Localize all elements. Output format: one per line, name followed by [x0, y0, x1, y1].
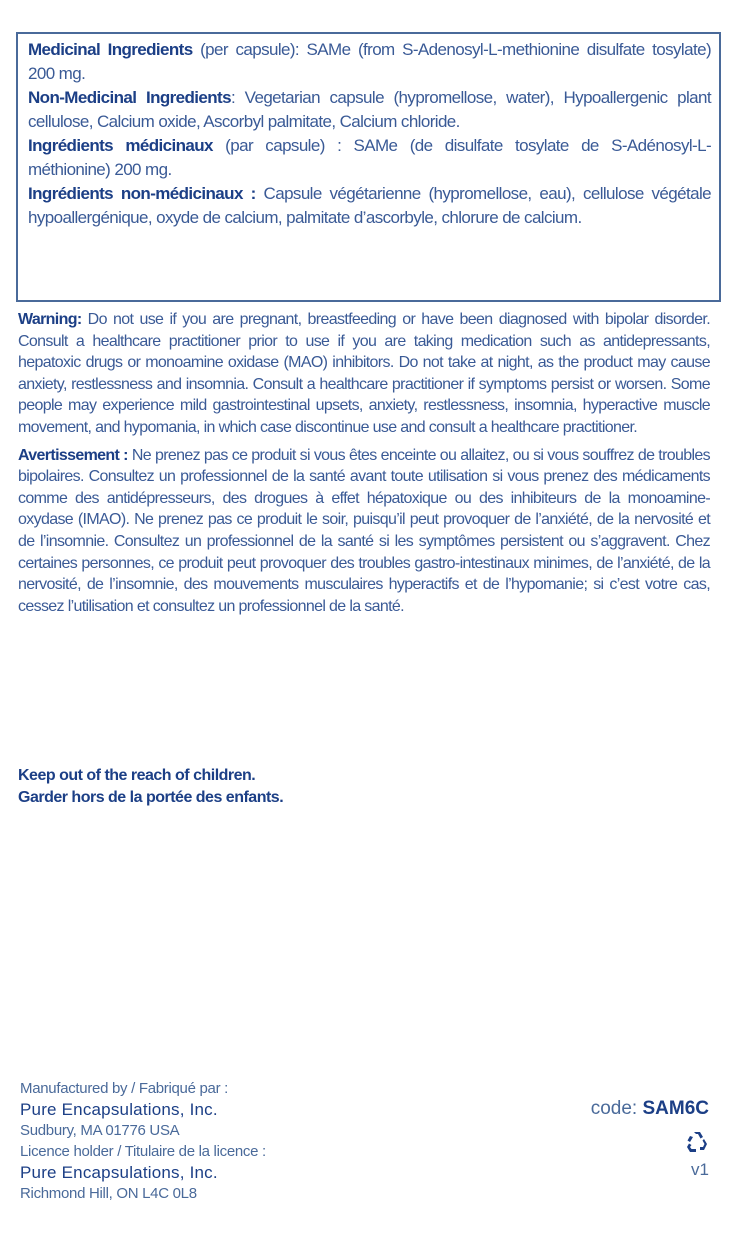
manufacturer-info	[20, 1078, 266, 1204]
non-medicinal-ingredients	[28, 86, 711, 134]
warnings-section	[18, 309, 710, 623]
recycle-icon	[685, 1130, 709, 1154]
product-code-block	[591, 1098, 709, 1180]
manufactured-label: Manufactured by / Fabriqué par :	[20, 1080, 229, 1097]
keep-out-notice	[18, 765, 283, 809]
licence-address: Richmond Hill, ON L4C 0L8	[20, 1185, 197, 1202]
manufacturer-address: Sudbury, MA 01776 USA	[20, 1122, 180, 1139]
warning-english	[18, 309, 710, 439]
text: (per capsule): SAMe (from S-Adenosyl-L-methionine disulfate tosylate) 200 mg.	[28, 40, 712, 83]
text: Ne prenez pas ce produit si vous êtes enceinte ou allaitez, ou si vous souffrez de troubles bipolaires. Consultez un professionnel de la santé avant toute utilisation si vous prenez des médicaments comme des antidépresseurs, des drogues à effet hépatoxique ou des inhibiteurs de la monoamine-oxydase (IMAO). Ne prenez pas ce produit le soir, puisqu’il peut provoquer de l’anxiété, de la nervosité et de l’insomnie. Consultez un professionnel de la santé si les symptômes persistent ou s’aggravent. Chez certaines personnes, ce produit peut provoquer des troubles gastro-intestinaux minimes, de l’anxiété, de la nervosité, de l’insomnie, des mouvements musculaires hyperactifs et de l’hypomanie; si c’est votre cas, cessez l’utilisation et consultez un professionnel de la santé.	[18, 446, 710, 615]
label: Ingrédients non-médicinaux :	[28, 184, 256, 203]
text: Capsule végétarienne (hypromellose, eau), cellulose végétale hypoallergénique, oxyde de calcium, palmitate d’ascorbyle, chlorure de calcium.	[28, 184, 712, 227]
licence-label: Licence holder / Titulaire de la licence :	[20, 1143, 266, 1160]
text: (par capsule) : SAMe (de disulfate tosylate de S-Adénosyl-L-méthionine) 200 mg.	[28, 136, 712, 179]
text: Do not use if you are pregnant, breastfeeding or have been diagnosed with bipolar disorder. Consult a healthcare practitioner prior to use if you are taking medication such as antidepressants, hepatoxic drugs or monoamine oxidase (MAO) inhibitors. Do not take at night, as the product may cause anxiety, restlessness and insomnia. Consult a healthcare practitioner if symptoms persist or worsen. Some people may experience mild gastrointestinal upsets, anxiety, restlessness, insomnia, hyperactive muscle movement, and hypomania, in which case discontinue use and consult a healthcare practitioner.	[18, 311, 710, 436]
ingredients-medicinaux	[28, 134, 711, 182]
label: Medicinal Ingredients	[28, 40, 193, 59]
ingredients-box	[16, 32, 721, 302]
licence-holder-name: Pure Encapsulations, Inc.	[20, 1163, 218, 1182]
manufacturer-name: Pure Encapsulations, Inc.	[20, 1100, 218, 1119]
keep-out-french: Garder hors de la portée des enfants.	[18, 789, 284, 806]
medicinal-ingredients	[28, 38, 711, 86]
keep-out-english: Keep out of the reach of children.	[18, 767, 256, 784]
label: Warning:	[18, 311, 82, 328]
label: Avertissement :	[18, 446, 128, 464]
code-label: code:	[590, 1098, 638, 1119]
text: : Vegetarian capsule (hypromellose, water), Hypoallergenic plant cellulose, Calcium oxide, Ascorbyl palmitate, Calcium chloride.	[28, 88, 711, 131]
warning-french	[18, 445, 710, 618]
label: Non-Medicinal Ingredients	[28, 88, 231, 107]
label: Ingrédients médicinaux	[28, 136, 213, 155]
ingredients-non-medicinaux	[28, 182, 711, 230]
version-label: v1	[691, 1160, 709, 1179]
code-value: SAM6C	[642, 1098, 709, 1119]
product-code	[591, 1098, 709, 1120]
